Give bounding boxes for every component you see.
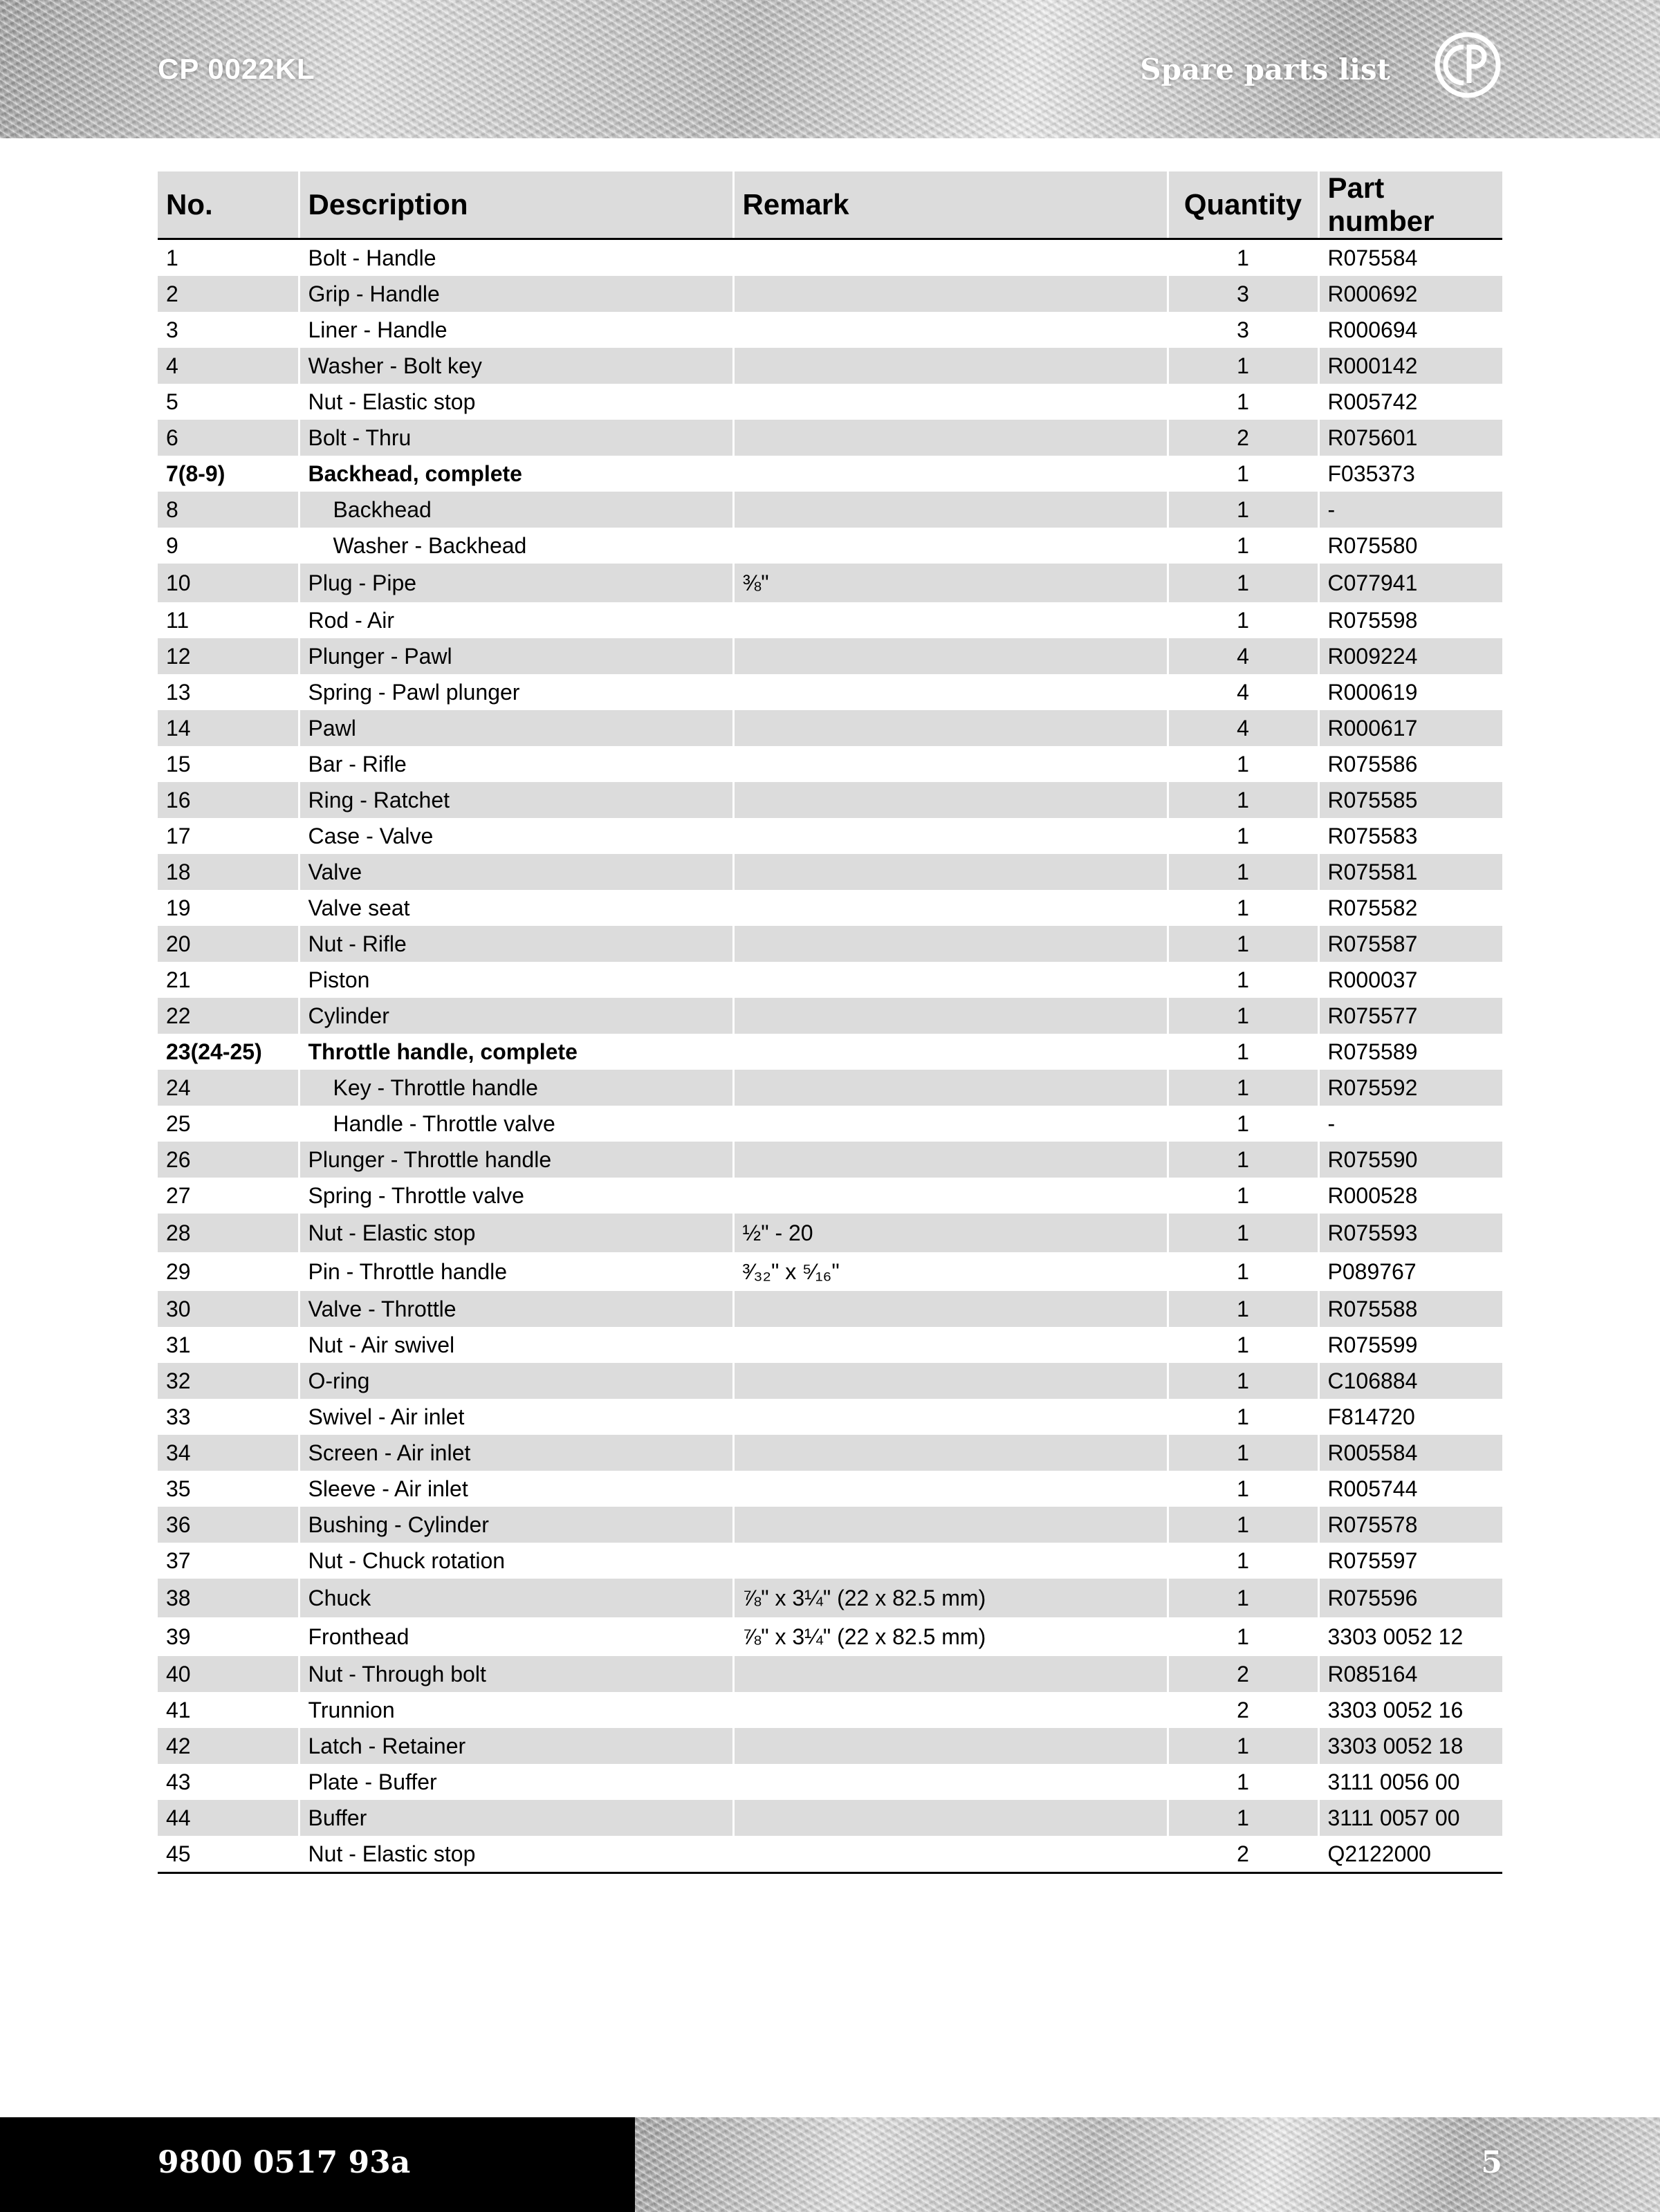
table-row [158,1543,1502,1579]
part-description: Valve - Throttle [299,1291,733,1327]
table-row [158,1728,1502,1764]
table-row [158,239,1502,277]
column-header-no: No. [158,171,299,239]
part-quantity: 1 [1168,926,1318,962]
part-no: 8 [158,492,299,528]
table-row [158,926,1502,962]
part-no: 4 [158,348,299,384]
part-remark [733,1543,1168,1579]
part-description: Plate - Buffer [299,1764,733,1800]
part-number: 3303 0052 12 [1327,1624,1464,1649]
part-quantity: 1 [1168,1471,1318,1507]
part-quantity: 4 [1168,674,1318,710]
part-description: Nut - Rifle [299,926,733,962]
part-number: R000692 [1318,276,1502,312]
table-row [158,528,1502,564]
part-remark [733,1327,1168,1363]
part-quantity: 1 [1168,1435,1318,1471]
part-remark [733,926,1168,962]
table-row [158,746,1502,782]
part-quantity: 1 [1168,456,1318,492]
part-no: 14 [158,710,299,746]
part-description: Piston [299,962,733,998]
part-no: 11 [158,602,299,638]
part-remark [733,1399,1168,1435]
table-row [158,1214,1502,1252]
part-description: Nut - Through bolt [299,1656,733,1692]
table-row [158,674,1502,710]
part-number: F814720 [1327,1404,1415,1429]
part-no: 37 [158,1543,299,1579]
table-row [158,1142,1502,1178]
part-number: R000037 [1327,967,1418,992]
part-no: 30 [158,1291,299,1327]
part-remark [733,1507,1168,1543]
part-no: 42 [158,1728,299,1764]
part-quantity: 2 [1168,1656,1318,1692]
part-quantity: 1 [1168,854,1318,890]
page-number: 5 [1481,2145,1502,2180]
part-no: 43 [158,1764,299,1800]
document-number: 9800 0517 93a [158,2145,411,2180]
part-quantity: 1 [1168,1728,1318,1764]
part-remark [733,710,1168,746]
part-number: R075577 [1318,998,1502,1034]
part-no: 39 [158,1617,299,1656]
part-number: Q2122000 [1318,1836,1502,1873]
part-description: Plunger - Pawl [299,638,733,674]
part-number: R075590 [1318,1142,1502,1178]
part-quantity: 1 [1168,1142,1318,1178]
part-quantity: 4 [1168,710,1318,746]
part-quantity: 1 [1168,1764,1318,1800]
part-number: R005744 [1327,1476,1418,1501]
part-description: Nut - Air swivel [299,1327,733,1363]
part-description: Throttle handle, complete [299,1034,733,1070]
part-remark [733,239,1168,277]
table-row [158,1507,1502,1543]
table-row [158,1399,1502,1435]
page-title: Spare parts list [1140,53,1390,86]
part-no: 2 [158,276,299,312]
part-number: R009224 [1318,638,1502,674]
table-row [158,1106,1502,1142]
part-number: R000528 [1327,1183,1418,1208]
part-remark: ⅞" x 3¼" (22 x 82.5 mm) [733,1617,1168,1656]
part-no: 22 [158,998,299,1034]
part-remark [733,492,1168,528]
table-row [158,782,1502,818]
part-no: 21 [158,962,299,998]
part-no: 45 [158,1836,299,1873]
part-description: Backhead [299,492,733,528]
part-description: Nut - Elastic stop [299,1836,733,1873]
part-number: R075597 [1327,1548,1418,1573]
part-number: 3111 0056 00 [1327,1769,1460,1794]
part-remark [733,818,1168,854]
part-number: R075581 [1318,854,1502,890]
column-header-remark: Remark [733,171,1168,239]
part-description: Spring - Throttle valve [299,1178,733,1214]
part-number: R075596 [1318,1579,1502,1617]
part-no: 44 [158,1800,299,1836]
part-description: Rod - Air [299,602,733,638]
table-body [158,239,1502,1873]
part-description: Bushing - Cylinder [299,1507,733,1543]
footer-doc-block [0,2117,635,2212]
part-remark [733,674,1168,710]
part-quantity: 2 [1168,420,1318,456]
part-no: 17 [158,818,299,854]
table-row [158,1692,1502,1728]
part-no: 13 [158,674,299,710]
part-description: Backhead, complete [299,456,733,492]
part-remark [733,782,1168,818]
part-no: 38 [158,1579,299,1617]
part-description: Key - Throttle handle [299,1070,733,1106]
part-number: R075601 [1318,420,1502,456]
page-header [0,0,1660,138]
part-quantity: 1 [1168,1579,1318,1617]
part-description: Bar - Rifle [299,746,733,782]
table-row [158,1764,1502,1800]
part-remark [733,1800,1168,1836]
part-no: 9 [158,528,299,564]
part-quantity: 1 [1168,1543,1318,1579]
model-name: CP 0022KL [158,53,315,85]
table-row [158,1435,1502,1471]
part-description: Bolt - Thru [299,420,733,456]
part-quantity: 1 [1168,818,1318,854]
part-quantity: 3 [1168,276,1318,312]
part-description: Chuck [299,1579,733,1617]
table-row [158,1617,1502,1656]
part-number: - [1327,1111,1336,1136]
table-row [158,602,1502,638]
part-description: Screen - Air inlet [299,1435,733,1471]
part-no: 40 [158,1656,299,1692]
part-remark: ⅜" [733,564,1168,602]
part-number: R075585 [1318,782,1502,818]
part-number: R075586 [1327,752,1418,777]
part-remark [733,384,1168,420]
part-remark [733,1178,1168,1214]
part-no: 19 [158,890,299,926]
part-description: Handle - Throttle valve [299,1106,733,1142]
part-description: Case - Valve [299,818,733,854]
part-quantity: 3 [1168,312,1318,348]
part-remark [733,1656,1168,1692]
part-no: 26 [158,1142,299,1178]
part-quantity: 1 [1168,1363,1318,1399]
table-row [158,1836,1502,1873]
part-quantity: 1 [1168,1399,1318,1435]
part-remark [733,1070,1168,1106]
part-no: 6 [158,420,299,456]
part-number: R075589 [1327,1039,1418,1064]
part-quantity: 1 [1168,348,1318,384]
part-number: R075578 [1318,1507,1502,1543]
part-no: 32 [158,1363,299,1399]
part-number: R075592 [1318,1070,1502,1106]
part-number: R075580 [1327,533,1418,558]
part-no: 15 [158,746,299,782]
part-no: 31 [158,1327,299,1363]
part-description: Fronthead [299,1617,733,1656]
part-no: 20 [158,926,299,962]
part-remark [733,276,1168,312]
part-description: Pawl [299,710,733,746]
table-row [158,1363,1502,1399]
part-remark [733,1728,1168,1764]
part-remark [733,1291,1168,1327]
table-row [158,710,1502,746]
part-quantity: 1 [1168,1178,1318,1214]
part-remark [733,854,1168,890]
part-no: 24 [158,1070,299,1106]
part-description: Nut - Elastic stop [299,384,733,420]
part-description: Nut - Chuck rotation [299,1543,733,1579]
part-description: Sleeve - Air inlet [299,1471,733,1507]
part-description: Spring - Pawl plunger [299,674,733,710]
part-no: 12 [158,638,299,674]
part-no: 27 [158,1178,299,1214]
table-row [158,818,1502,854]
part-quantity: 1 [1168,384,1318,420]
table-row [158,1252,1502,1291]
part-quantity: 1 [1168,962,1318,998]
part-remark [733,456,1168,492]
part-quantity: 1 [1168,602,1318,638]
part-no: 33 [158,1399,299,1435]
part-remark [733,998,1168,1034]
table-row [158,998,1502,1034]
part-remark [733,1692,1168,1728]
part-quantity: 1 [1168,1214,1318,1252]
part-number: P089767 [1327,1259,1417,1284]
part-number: C106884 [1318,1363,1502,1399]
part-description: Swivel - Air inlet [299,1399,733,1435]
column-header-quantity: Quantity [1168,171,1318,239]
table-row [158,638,1502,674]
part-remark [733,890,1168,926]
part-no: 41 [158,1692,299,1728]
part-description: Pin - Throttle handle [299,1252,733,1291]
table-row [158,1070,1502,1106]
part-no: 16 [158,782,299,818]
column-header-part-number: Part number [1318,171,1502,239]
part-remark [733,1106,1168,1142]
part-no: 36 [158,1507,299,1543]
part-quantity: 1 [1168,1327,1318,1363]
part-description: Grip - Handle [299,276,733,312]
part-no: 34 [158,1435,299,1471]
part-number: R005742 [1327,389,1418,414]
part-number: - [1318,492,1502,528]
part-quantity: 1 [1168,1291,1318,1327]
part-number: R075598 [1327,608,1418,633]
table-row [158,492,1502,528]
part-number: R075599 [1327,1332,1418,1357]
part-no: 7(8-9) [158,456,299,492]
part-quantity: 1 [1168,1617,1318,1656]
part-remark [733,962,1168,998]
part-remark [733,312,1168,348]
part-number: R075583 [1327,824,1418,848]
part-quantity: 1 [1168,1800,1318,1836]
part-quantity: 1 [1168,998,1318,1034]
part-number: R000619 [1327,680,1418,705]
table-row [158,420,1502,456]
table-row [158,1471,1502,1507]
part-no: 3 [158,312,299,348]
part-no: 35 [158,1471,299,1507]
part-no: 23(24-25) [158,1034,299,1070]
table-row [158,854,1502,890]
part-description: Valve [299,854,733,890]
part-quantity: 1 [1168,1070,1318,1106]
part-remark [733,1034,1168,1070]
part-number: R075593 [1318,1214,1502,1252]
part-quantity: 1 [1168,1034,1318,1070]
part-remark [733,420,1168,456]
part-description: Ring - Ratchet [299,782,733,818]
part-remark [733,1836,1168,1873]
part-remark: ⅞" x 3¼" (22 x 82.5 mm) [733,1579,1168,1617]
part-remark [733,638,1168,674]
part-no: 29 [158,1252,299,1291]
part-remark: ³⁄₃₂" x ⁵⁄₁₆" [733,1252,1168,1291]
part-description: Latch - Retainer [299,1728,733,1764]
table-row [158,1327,1502,1363]
part-description: Plunger - Throttle handle [299,1142,733,1178]
table-row [158,348,1502,384]
table-row [158,962,1502,998]
table-row [158,312,1502,348]
part-number: R000694 [1327,317,1418,342]
part-remark [733,1435,1168,1471]
part-remark [733,1142,1168,1178]
part-quantity: 2 [1168,1836,1318,1873]
part-description: Liner - Handle [299,312,733,348]
part-no: 1 [158,239,299,277]
part-quantity: 1 [1168,1252,1318,1291]
part-number: 3111 0057 00 [1318,1800,1502,1836]
part-quantity: 1 [1168,492,1318,528]
footer-texture [635,2117,1660,2212]
table-row [158,456,1502,492]
part-remark [733,602,1168,638]
part-no: 25 [158,1106,299,1142]
table-row [158,1656,1502,1692]
part-number: C077941 [1318,564,1502,602]
part-no: 18 [158,854,299,890]
part-no: 5 [158,384,299,420]
part-quantity: 1 [1168,528,1318,564]
part-quantity: 1 [1168,890,1318,926]
part-description: Bolt - Handle [299,239,733,277]
table-header-row [158,171,1502,239]
column-header-description: Description [299,171,733,239]
part-quantity: 1 [1168,239,1318,277]
part-description: Washer - Backhead [299,528,733,564]
part-number: 3303 0052 16 [1327,1698,1464,1722]
part-description: Washer - Bolt key [299,348,733,384]
table-row [158,384,1502,420]
part-quantity: 1 [1168,1507,1318,1543]
part-description: Cylinder [299,998,733,1034]
part-number: R075588 [1318,1291,1502,1327]
table-row [158,1034,1502,1070]
part-remark: ½" - 20 [733,1214,1168,1252]
part-description: Plug - Pipe [299,564,733,602]
cp-logo-icon [1433,30,1502,100]
part-description: O-ring [299,1363,733,1399]
part-description: Nut - Elastic stop [299,1214,733,1252]
part-remark [733,1764,1168,1800]
part-number: R000142 [1318,348,1502,384]
part-number: R075582 [1327,895,1418,920]
part-description: Trunnion [299,1692,733,1728]
spare-parts-table [158,171,1502,1874]
part-quantity: 2 [1168,1692,1318,1728]
table-row [158,1178,1502,1214]
part-quantity: 1 [1168,782,1318,818]
part-description: Valve seat [299,890,733,926]
part-number: 3303 0052 18 [1318,1728,1502,1764]
part-quantity: 4 [1168,638,1318,674]
part-remark [733,528,1168,564]
part-quantity: 1 [1168,746,1318,782]
part-number: F035373 [1327,461,1415,486]
table-row [158,1579,1502,1617]
part-remark [733,348,1168,384]
table-row [158,890,1502,926]
part-number: R000617 [1318,710,1502,746]
part-description: Buffer [299,1800,733,1836]
part-number: R005584 [1318,1435,1502,1471]
part-remark [733,1471,1168,1507]
table-row [158,1291,1502,1327]
part-quantity: 1 [1168,1106,1318,1142]
part-no: 28 [158,1214,299,1252]
part-remark [733,746,1168,782]
table-row [158,276,1502,312]
part-number: R075587 [1318,926,1502,962]
table-row [158,1800,1502,1836]
part-number: R085164 [1318,1656,1502,1692]
part-quantity: 1 [1168,564,1318,602]
part-remark [733,1363,1168,1399]
table-row [158,564,1502,602]
part-no: 10 [158,564,299,602]
part-number: R075584 [1327,245,1418,270]
